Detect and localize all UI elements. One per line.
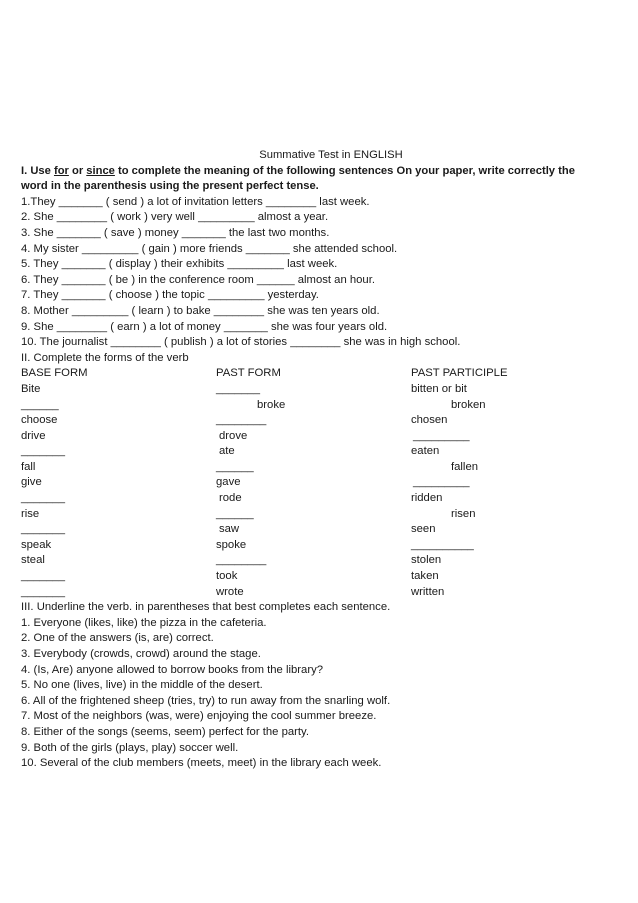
past-participle-cell: _________ — [413, 429, 470, 442]
past-form-cell: saw — [219, 523, 240, 536]
part1-item: 10. The journalist ________ ( publish ) a lot of stories ________ she was in high school. — [21, 336, 461, 349]
base-form-cell: _______ — [21, 570, 65, 583]
past-form-cell: ______ — [216, 460, 254, 473]
base-form-cell: choose — [21, 414, 58, 427]
word-since: since — [86, 164, 115, 177]
part1-item: 6. They _______ ( be ) in the conference room ______ almost an hour. — [21, 273, 375, 286]
past-form-cell: ______ — [216, 507, 254, 520]
worksheet-page — [21, 148, 621, 772]
past-form-cell: wrote — [216, 585, 244, 598]
past-participle-cell: _________ — [413, 476, 470, 489]
part3-item: 4. (Is, Are) anyone allowed to borrow books from the library? — [21, 663, 324, 676]
part1-item: 2. She ________ ( work ) very well _________ almost a year. — [21, 211, 329, 224]
past-form-cell: _______ — [216, 382, 260, 395]
word-for: for — [53, 164, 69, 177]
instruction-text: to complete the meaning of the following sentences On your paper, write correctly the — [114, 164, 575, 177]
past-participle-cell: eaten — [411, 445, 440, 458]
table-row — [21, 507, 621, 523]
table-row — [21, 398, 621, 414]
past-form-cell: rode — [219, 492, 242, 505]
past-participle-cell: chosen — [411, 414, 448, 427]
base-form-cell: Bite — [21, 382, 41, 395]
verb-forms-table — [21, 366, 621, 600]
part1-instruction-line1 — [21, 164, 621, 180]
table-header-row — [21, 366, 621, 382]
part3-item: 6. All of the frightened sheep (tries, try) to run away from the snarling wolf. — [21, 694, 391, 707]
table-row — [21, 569, 621, 585]
base-form-cell: _______ — [21, 492, 65, 505]
past-participle-cell: taken — [411, 570, 439, 583]
part1-item: 1.They _______ ( send ) a lot of invitation letters ________ last week. — [21, 195, 370, 208]
past-participle-cell: seen — [411, 523, 436, 536]
part3-item: 5. No one (lives, live) in the middle of the desert. — [21, 679, 263, 692]
past-form-cell: gave — [216, 476, 241, 489]
past-form-cell: ________ — [216, 414, 267, 427]
part1-item: 8. Mother _________ ( learn ) to bake ________ she was ten years old. — [21, 304, 380, 317]
part1-item: 9. She ________ ( earn ) a lot of money _______ she was four years old. — [21, 320, 388, 333]
past-participle-cell: written — [411, 585, 445, 598]
table-row — [21, 491, 621, 507]
table-row — [21, 538, 621, 554]
base-form-cell: fall — [21, 460, 36, 473]
part3-instruction: III. Underline the verb. in parentheses that best completes each sentence. — [21, 601, 391, 614]
table-row — [21, 444, 621, 460]
base-form-cell: steal — [21, 554, 45, 567]
part2-instruction: II. Complete the forms of the verb — [21, 351, 189, 364]
part1-item: 3. She _______ ( save ) money _______ the last two months. — [21, 226, 330, 239]
table-row — [21, 585, 621, 601]
part3-item: 3. Everybody (crowds, crowd) around the stage. — [21, 648, 261, 660]
base-form-cell: rise — [21, 507, 40, 520]
past-form-cell: spoke — [216, 538, 247, 551]
past-participle-cell: risen — [451, 507, 476, 520]
header-past-participle: PAST PARTICIPLE — [411, 367, 508, 380]
header-past-form: PAST FORM — [216, 367, 281, 380]
past-form-cell: took — [216, 570, 238, 583]
table-row — [21, 522, 621, 538]
past-form-cell: drove — [219, 429, 248, 442]
past-participle-cell: fallen — [451, 460, 479, 473]
part1-instruction-line2: word in the parenthesis using the present perfect tense. — [21, 180, 319, 193]
past-participle-cell: bitten or bit — [411, 382, 467, 395]
part1-item: 4. My sister _________ ( gain ) more friends _______ she attended school. — [21, 242, 398, 255]
instruction-text: or — [68, 164, 87, 177]
table-row — [21, 460, 621, 476]
base-form-cell: _______ — [21, 523, 65, 536]
past-form-cell: ________ — [216, 554, 267, 567]
part1-item: 5. They _______ ( display ) their exhibits _________ last week. — [21, 258, 338, 271]
part3-item: 10. Several of the club members (meets, meet) in the library each week. — [21, 757, 382, 770]
past-participle-cell: ridden — [411, 492, 443, 505]
table-row — [21, 475, 621, 491]
table-row — [21, 553, 621, 569]
past-form-cell: broke — [257, 398, 286, 411]
base-form-cell: _______ — [21, 585, 65, 598]
base-form-cell: ______ — [21, 398, 59, 411]
table-row — [21, 413, 621, 429]
past-participle-cell: __________ — [411, 538, 474, 551]
past-participle-cell: broken — [451, 398, 486, 411]
instruction-text: I. Use — [21, 164, 54, 177]
base-form-cell: give — [21, 476, 42, 489]
part3-item: 2. One of the answers (is, are) correct. — [21, 632, 214, 645]
part3-item: 8. Either of the songs (seems, seem) perfect for the party. — [21, 725, 309, 738]
base-form-cell: _______ — [21, 445, 65, 458]
past-participle-cell: stolen — [411, 554, 442, 567]
part3-item: 9. Both of the girls (plays, play) soccer well. — [21, 741, 239, 754]
part1-item: 7. They _______ ( choose ) the topic _________ yesterday. — [21, 289, 319, 302]
table-row — [21, 382, 621, 398]
header-base-form: BASE FORM — [21, 367, 88, 380]
base-form-cell: drive — [21, 429, 46, 442]
part3-item: 1. Everyone (likes, like) the pizza in the cafeteria. — [21, 616, 267, 629]
table-row — [21, 429, 621, 445]
page-title: Summative Test in ENGLISH — [259, 149, 403, 161]
past-form-cell: ate — [219, 445, 235, 458]
part3-item: 7. Most of the neighbors (was, were) enjoying the cool summer breeze. — [21, 710, 377, 723]
base-form-cell: speak — [21, 538, 52, 551]
